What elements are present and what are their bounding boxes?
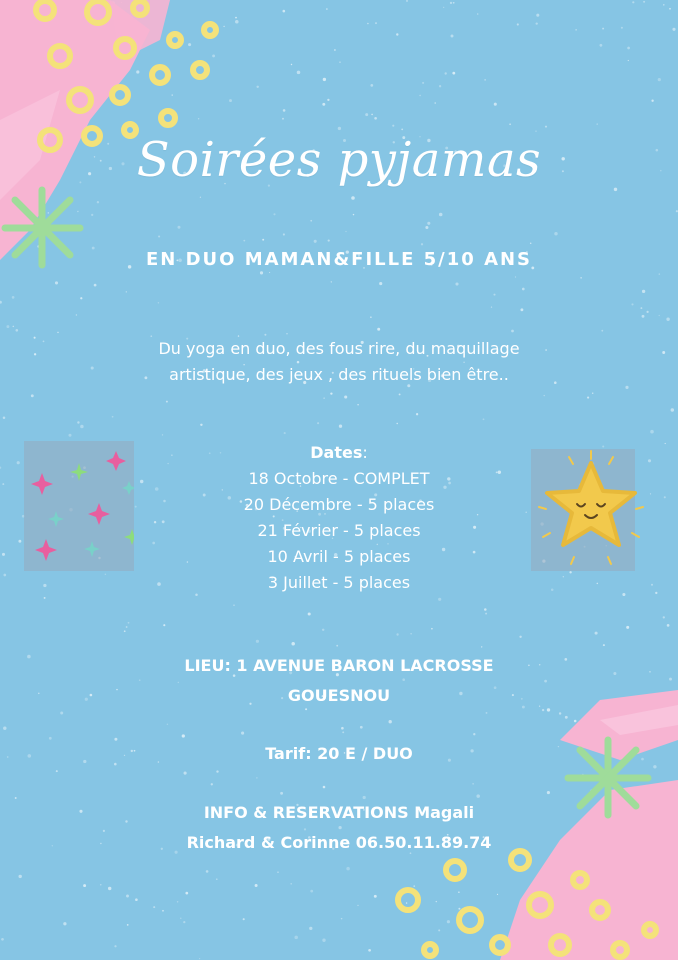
date-item: 10 Avril - 5 places bbox=[267, 547, 411, 566]
subtitle: EN DUO MAMAN&FILLE 5/10 ANS bbox=[145, 249, 533, 270]
dates-heading-label: Dates bbox=[310, 443, 363, 462]
price: Tarif: 20 E / DUO bbox=[265, 744, 413, 763]
date-item: 21 Février - 5 places bbox=[257, 521, 421, 540]
contact-line-2: Richard & Corinne 06.50.11.89.74 bbox=[186, 833, 492, 852]
date-item: 20 Décembre - 5 places bbox=[243, 495, 435, 514]
dates-heading-colon: : bbox=[362, 443, 368, 462]
star-card bbox=[531, 449, 635, 571]
page-title: Soirées pyjamas bbox=[136, 132, 542, 188]
green-starburst-bottom-right bbox=[568, 740, 648, 815]
contact-info bbox=[120, 798, 558, 858]
sparkles-icon bbox=[24, 441, 134, 571]
activity-description: Du yoga en duo, des fous rire, du maquillage artistique, des jeux , des rituels bien être.. bbox=[158, 339, 520, 384]
location-line-2: GOUESNOU bbox=[287, 686, 391, 705]
location bbox=[120, 651, 558, 711]
contact-line-1: INFO & RESERVATIONS Magali bbox=[203, 803, 475, 822]
dates-heading bbox=[170, 440, 508, 466]
dates-section bbox=[170, 440, 508, 596]
location-line-1: LIEU: 1 AVENUE BARON LACROSSE bbox=[184, 656, 494, 675]
sparkles-card bbox=[24, 441, 134, 571]
date-item: 18 Octobre - COMPLET bbox=[248, 469, 430, 488]
smiling-star-icon bbox=[531, 449, 651, 571]
date-item: 3 Juillet - 5 places bbox=[267, 573, 411, 592]
green-starburst-top-left bbox=[5, 190, 80, 265]
